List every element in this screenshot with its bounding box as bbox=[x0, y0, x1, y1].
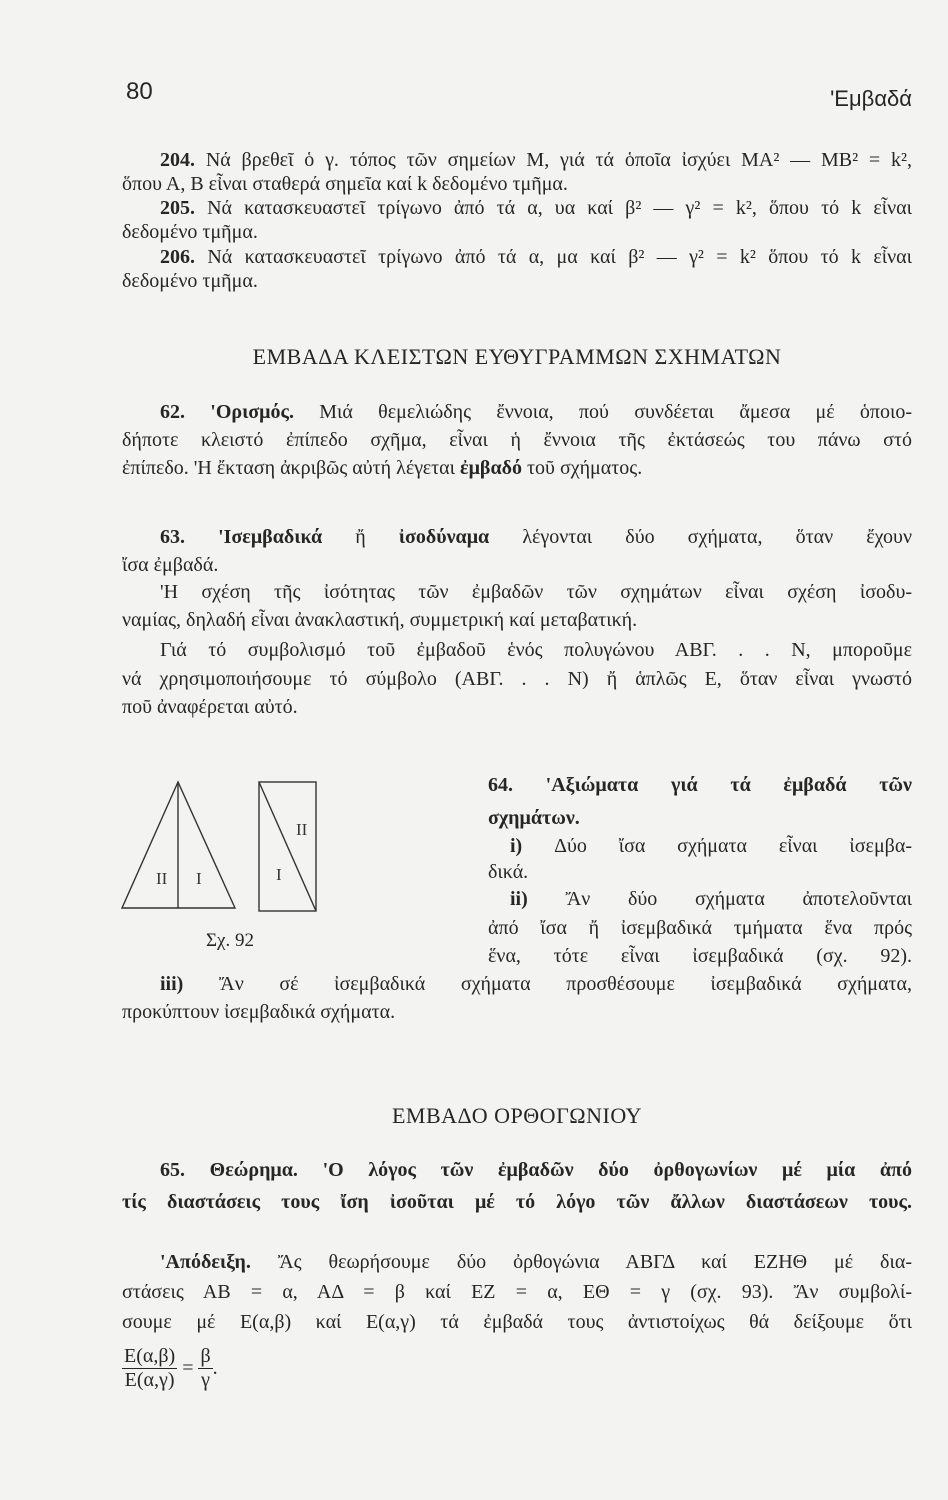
axiom-i-line1 bbox=[510, 834, 912, 858]
exercise-205-line2: δεδομένο τμῆμα. bbox=[122, 221, 258, 243]
exercise-206-line2: δεδομένο τμῆμα. bbox=[122, 270, 258, 292]
paragraph-63-line3: 'Η σχέση τῆς ἰσότητας τῶν ἐμβαδῶν τῶν σχημάτων εἶναι σχέση ἰσοδυ- bbox=[160, 581, 912, 603]
running-head: 'Εμβαδά bbox=[830, 86, 912, 111]
figure-label-I: I bbox=[276, 865, 282, 884]
exercise-number: 205. bbox=[160, 197, 195, 219]
rectangle-diagonal bbox=[259, 782, 316, 911]
figure-label-I: I bbox=[196, 869, 202, 888]
paragraph-63-line2: ἴσα ἐμβαδά. bbox=[122, 554, 219, 576]
text: ἐπίπεδο. 'Η ἔκταση ἀκριβῶς αὐτή λέγεται bbox=[122, 457, 456, 479]
paragraph-63-line5: Γιά τό συμβολισμό τοῦ ἐμβαδοῦ ἑνός πολυγώνου ΑΒΓ. . . Ν, μποροῦμε bbox=[160, 639, 912, 661]
fraction-denominator: γ bbox=[201, 1369, 210, 1391]
axiom-ii-line3: ἕνα, τότε εἶναι ἰσεμβαδικά (σχ. 92). bbox=[488, 945, 912, 967]
exercise-text: Νά βρεθεῖ ὁ γ. τόπος τῶν σημείων Μ, γιά τά ὁποῖα ἰσχύει ΜΑ² — ΜΒ² = k², bbox=[205, 149, 912, 171]
paragraph-63-line6: νά χρησιμοποιήσουμε τό σύμβολο (ΑΒΓ. . . Ν) ἤ ἁπλῶς Ε, ὅταν εἶναι γνωστό bbox=[122, 668, 912, 690]
page-number: 80 bbox=[126, 78, 153, 105]
figure-caption: Σχ. 92 bbox=[206, 930, 254, 951]
term-bold: ἰσοδύναμα bbox=[398, 526, 490, 548]
axiom-ii-line1 bbox=[510, 887, 912, 911]
text: Ἄν σέ ἰσεμβαδικά σχήματα προσθέσουμε ἰσεμβαδικά σχήματα, bbox=[218, 973, 912, 995]
text: Ἄς θεωρήσουμε δύο ὀρθογώνια ΑΒΓΔ καί ΕΖΗΘ μέ δια- bbox=[277, 1251, 913, 1273]
axiom-iii-line1 bbox=[160, 972, 912, 996]
figure-label-II: II bbox=[296, 820, 308, 839]
axiom-iii-line2: προκύπτουν ἰσεμβαδικά σχήματα. bbox=[122, 1001, 396, 1023]
paragraph-63-line4: ναμίας, δηλαδή εἶναι ἀνακλαστική, συμμετρική καί μεταβατική. bbox=[122, 609, 638, 631]
axiom-i-line2: δικά. bbox=[488, 861, 529, 883]
proof-line3: σουμε μέ Ε(α,β) καί Ε(α,γ) τά ἐμβαδά τους ἀντιστοίχως θά δείξουμε ὅτι bbox=[122, 1311, 912, 1333]
paragraph-64-title-line2: σχημάτων. bbox=[488, 807, 580, 829]
paragraph-63-line7: ποῦ ἀναφέρεται αὐτό. bbox=[122, 696, 298, 718]
proof-line2: στάσεις ΑΒ = α, ΑΔ = β καί ΕΖ = α, ΕΘ = γ (σχ. 93). Ἄν συμβολί- bbox=[122, 1281, 912, 1303]
paragraph-62-line2: δήποτε κλειστό ἐπίπεδο σχῆμα, εἶναι ἡ ἔννοια τῆς ἐκτάσεώς του πάνω στό bbox=[122, 429, 912, 451]
fraction-numerator: Ε(α,β) bbox=[124, 1345, 176, 1367]
exercise-number: 206. bbox=[160, 246, 195, 268]
text: Δύο ἴσα σχήματα εἶναι ἰσεμβα- bbox=[554, 835, 912, 857]
text: Μιά θεμελιώδης ἔννοια, πού συνδέεται ἄμεσα μέ ὁποιο- bbox=[319, 401, 913, 423]
text: Ἄν δύο σχήματα ἀποτελοῦνται bbox=[565, 888, 913, 910]
paragraph-label: 63. 'Ισεμβαδικά bbox=[160, 526, 323, 548]
exercise-text: Νά κατασκευαστεῖ τρίγωνο ἀπό τά α, μα καί β² — γ² = k² ὅπου τό k εἶναι bbox=[207, 246, 913, 268]
period: . bbox=[212, 1357, 218, 1379]
exercise-204-line2: ὅπου Α, Β εἶναι σταθερά σημεῖα καί k δεδομένο τμῆμα. bbox=[122, 173, 568, 195]
exercise-number: 204. bbox=[160, 149, 195, 171]
theorem-65-line2: τίς διαστάσεις τους ἴση ἰσοῦται μέ τό λόγο τῶν ἄλλων διαστάσεων τους. bbox=[122, 1191, 912, 1213]
section-heading: ΕΜΒΑΔΟ ΟΡΘΟΓΩΝΙΟΥ bbox=[391, 1103, 643, 1128]
fraction-denominator: Ε(α,γ) bbox=[124, 1369, 175, 1391]
axiom-label: ii) bbox=[510, 888, 528, 910]
section-heading: ΕΜΒΑΔΑ ΚΛΕΙΣΤΩΝ ΕΥΘΥΓΡΑΜΜΩΝ ΣΧΗΜΑΤΩΝ bbox=[252, 344, 782, 369]
axiom-label: iii) bbox=[160, 973, 184, 995]
fraction-numerator: β bbox=[200, 1345, 211, 1367]
text: τοῦ σχήματος. bbox=[527, 457, 643, 479]
paragraph-64-title: 64. 'Αξιώματα γιά τά ἐμβαδά τῶν bbox=[488, 774, 912, 796]
term-bold: ἐμβαδό bbox=[460, 457, 522, 479]
theorem-65-line1: 65. Θεώρημα. 'Ο λόγος τῶν ἐμβαδῶν δύο ὀρθογωνίων μέ μία ἀπό bbox=[160, 1159, 912, 1181]
text: ἤ bbox=[355, 526, 366, 548]
proof-label: 'Απόδειξη. bbox=[160, 1251, 251, 1273]
figure-label-II: II bbox=[156, 869, 168, 888]
axiom-label: i) bbox=[510, 835, 523, 857]
paragraph-label: 62. 'Ορισμός. bbox=[160, 401, 294, 423]
ratio-formula bbox=[122, 1345, 218, 1392]
exercise-text: Νά κατασκευαστεῖ τρίγωνο ἀπό τά α, υα καί β² — γ² = k², ὅπου τό k εἶναι bbox=[207, 197, 912, 219]
text: λέγονται δύο σχήματα, ὅταν ἔχουν bbox=[522, 526, 912, 548]
axiom-ii-line2: ἀπό ἴσα ἤ ἰσεμβαδικά τμήματα ἕνα πρός bbox=[488, 917, 912, 939]
equals-sign: = bbox=[182, 1357, 194, 1379]
proof-line1 bbox=[160, 1250, 912, 1274]
